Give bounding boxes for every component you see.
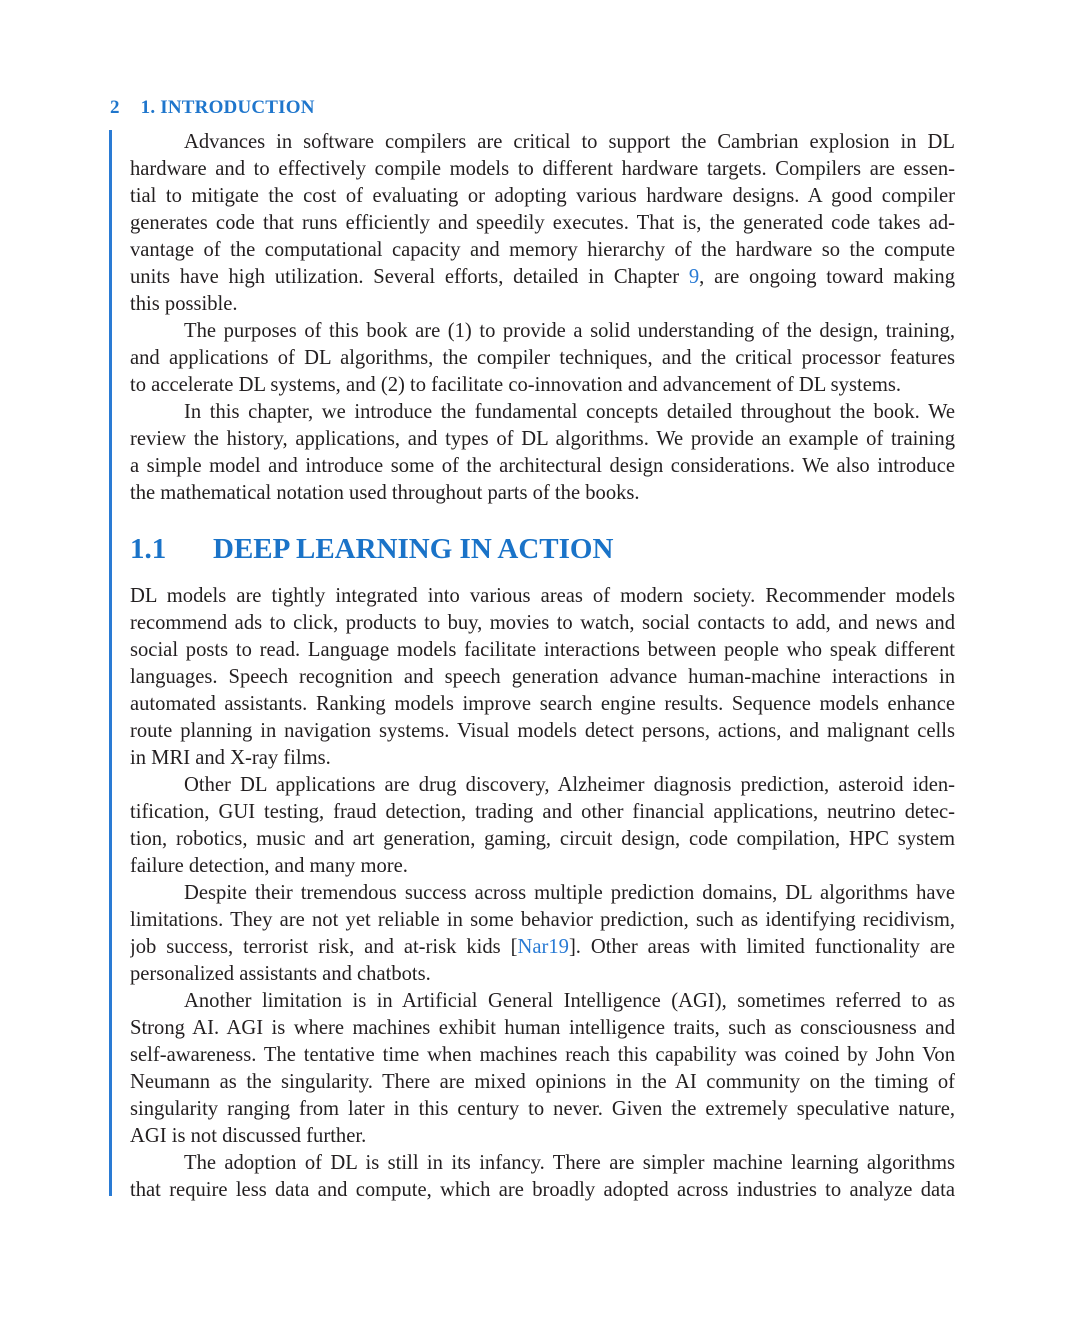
text-line: The purposes of this book are (1) to provide a solid understanding of the design, training, xyxy=(184,320,955,342)
text-line: automated assistants. Ranking models improve search engine results. Sequence models enhance xyxy=(130,693,955,715)
text-segment: ]. Other areas with limited functionality are xyxy=(568,936,955,958)
paragraph xyxy=(130,399,955,507)
running-head xyxy=(110,97,315,119)
text-line: singularity ranging from later in this century to never. Given the extremely speculative nature, xyxy=(130,1098,955,1120)
text-line: vantage of the computational capacity and memory hierarchy of the hardware so the compute xyxy=(130,239,955,261)
paragraph xyxy=(130,772,955,880)
cross-reference-link[interactable]: 9 xyxy=(688,266,700,288)
paragraph xyxy=(130,988,955,1150)
paragraph xyxy=(130,880,955,988)
text-line: tial to mitigate the cost of evaluating or adopting various hardware designs. A good compiler xyxy=(130,185,955,207)
section-heading xyxy=(130,533,613,566)
text-line: Other DL applications are drug discovery, Alzheimer diagnosis prediction, asteroid iden- xyxy=(184,774,955,796)
cross-reference-link[interactable]: Nar19 xyxy=(517,936,569,958)
text-line: Despite their tremendous success across multiple prediction domains, DL algorithms have xyxy=(184,882,955,904)
text-line: personalized assistants and chatbots. xyxy=(130,963,431,985)
page-number: 2 xyxy=(110,97,120,118)
section-title: DEEP LEARNING IN ACTION xyxy=(213,533,614,565)
text-line: hardware and to effectively compile models to different hardware targets. Compilers are essen- xyxy=(130,158,955,180)
text-line: review the history, applications, and types of DL algorithms. We provide an example of training xyxy=(130,428,955,450)
text-segment: units have high utilization. Several efforts, detailed in Chapter xyxy=(130,266,689,288)
text-line: this possible. xyxy=(130,293,238,315)
text-segment: job success, terrorist risk, and at-risk kids [ xyxy=(130,936,518,958)
text-line: in MRI and X-ray films. xyxy=(130,747,331,769)
text-line: The adoption of DL is still in its infancy. There are simpler machine learning algorithms xyxy=(184,1152,955,1174)
text-segment: , are ongoing toward making xyxy=(699,266,955,288)
paragraph xyxy=(130,129,955,318)
text-line: generates code that runs efficiently and speedily executes. That is, the generated code takes ad- xyxy=(130,212,955,234)
chapter-title: 1. INTRODUCTION xyxy=(140,97,315,118)
text-line xyxy=(130,934,955,961)
text-line: failure detection, and many more. xyxy=(130,855,408,877)
text-line xyxy=(130,264,955,291)
paragraph xyxy=(130,318,955,399)
section-number: 1.1 xyxy=(130,533,167,565)
text-line: limitations. They are not yet reliable in some behavior prediction, such as identifying recidivism, xyxy=(130,909,955,931)
text-line: Advances in software compilers are critical to support the Cambrian explosion in DL xyxy=(184,131,955,153)
text-line: that require less data and compute, which are broadly adopted across industries to analyze data xyxy=(130,1179,955,1201)
text-line: tification, GUI testing, fraud detection, trading and other financial applications, neutrino detec- xyxy=(130,801,955,823)
text-line: Strong AI. AGI is where machines exhibit human intelligence traits, such as consciousness and xyxy=(130,1017,955,1039)
text-line: a simple model and introduce some of the architectural design considerations. We also introduce xyxy=(130,455,955,477)
change-bar xyxy=(109,130,112,1196)
paragraph xyxy=(130,1150,955,1204)
text-line: self-awareness. The tentative time when machines reach this capability was coined by John Von xyxy=(130,1044,955,1066)
text-line: social posts to read. Language models facilitate interactions between people who speak different xyxy=(130,639,955,661)
text-line: to accelerate DL systems, and (2) to facilitate co-innovation and advancement of DL systems. xyxy=(130,374,902,396)
intro-text-block xyxy=(130,129,955,507)
text-line: In this chapter, we introduce the fundamental concepts detailed throughout the book. We xyxy=(184,401,955,423)
text-line: recommend ads to click, products to buy, movies to watch, social contacts to add, and news and xyxy=(130,612,955,634)
text-line: languages. Speech recognition and speech generation advance human-machine interactions in xyxy=(130,666,955,688)
text-line: route planning in navigation systems. Visual models detect persons, actions, and malignant cells xyxy=(130,720,955,742)
text-line: Another limitation is in Artificial General Intelligence (AGI), sometimes referred to as xyxy=(184,990,955,1012)
text-line: and applications of DL algorithms, the compiler techniques, and the critical processor features xyxy=(130,347,955,369)
text-line: the mathematical notation used throughout parts of the books. xyxy=(130,482,640,504)
paragraph xyxy=(130,583,955,772)
text-line: DL models are tightly integrated into various areas of modern society. Recommender models xyxy=(130,585,955,607)
text-line: Neumann as the singularity. There are mixed opinions in the AI community on the timing of xyxy=(130,1071,955,1093)
text-line: AGI is not discussed further. xyxy=(130,1125,367,1147)
text-line: tion, robotics, music and art generation, gaming, circuit design, code compilation, HPC system xyxy=(130,828,955,850)
section-text-block xyxy=(130,583,955,1204)
